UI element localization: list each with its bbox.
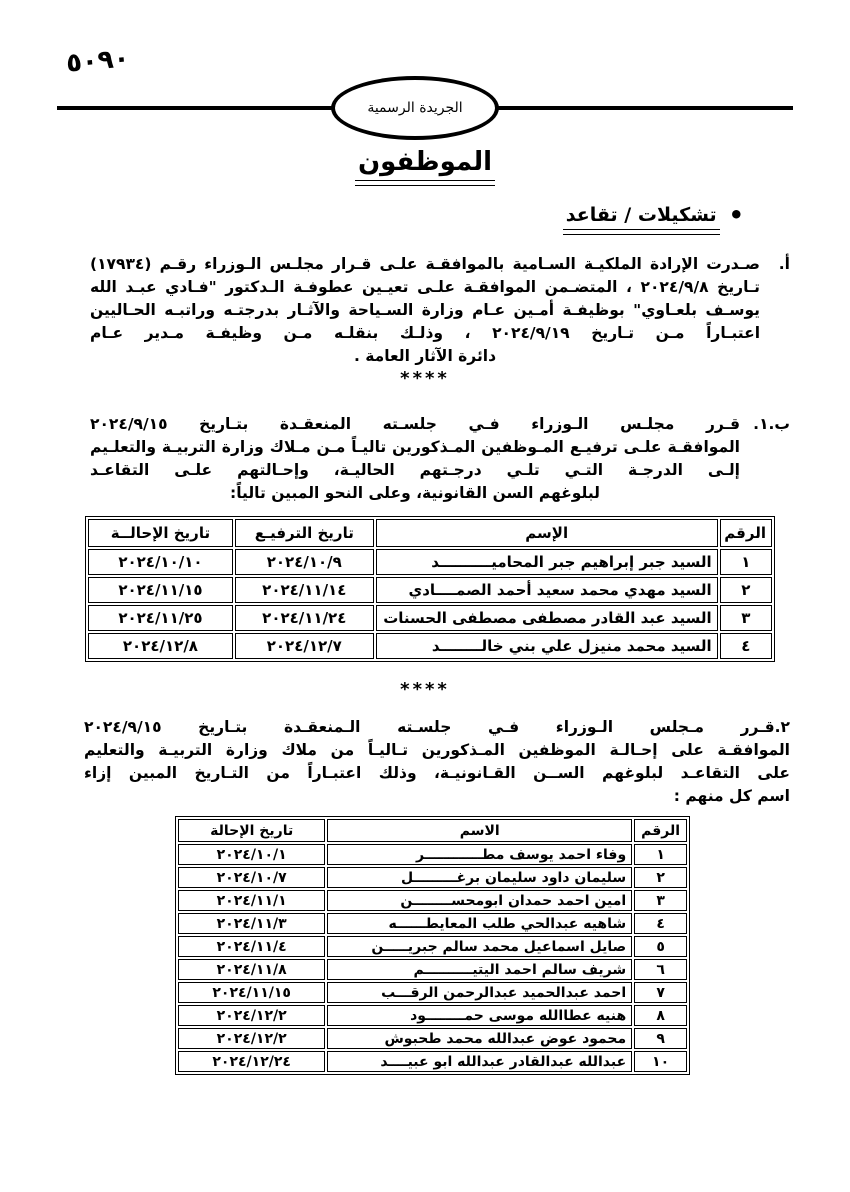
promotions-table [85, 516, 775, 662]
cell-referral-date: ٢٠٢٤/١١/١ [178, 890, 325, 911]
table-row [178, 982, 687, 1003]
gazette-name: الجريدة الرسمية [367, 100, 463, 116]
cell-referral-date: ٢٠٢٤/١١/٢٥ [88, 605, 233, 631]
table-row [178, 913, 687, 934]
cell-number: ٧ [634, 982, 687, 1003]
table-row [178, 867, 687, 888]
cell-name: امين احمد حمدان ابومحســــــــن [327, 890, 632, 911]
paragraph-line: لبلوغهم السن القانونية، وعلى النحو المبين تالياً: [230, 484, 600, 502]
cell-name: احمد عبدالحميد عبدالرحمن الرقـــب [327, 982, 632, 1003]
cell-number: ٤ [720, 633, 772, 659]
asterisk-separator: **** [400, 368, 450, 389]
paragraph-line: إلـى الدرجـة التـي تلـي درجـتهم الحاليـة، وإحـالتهم علـى التقاعـد [90, 461, 740, 479]
cell-referral-date: ٢٠٢٤/١١/١٥ [178, 982, 325, 1003]
cell-number: ١ [634, 844, 687, 865]
page-title-wrap [0, 147, 850, 186]
table-row [178, 959, 687, 980]
table-row [88, 633, 772, 659]
cell-referral-date: ٢٠٢٤/١٠/١٠ [88, 549, 233, 575]
cell-name: صايل اسماعيل محمد سالم جبريـــــن [327, 936, 632, 957]
header-number: الرقم [720, 519, 772, 547]
cell-referral-date: ٢٠٢٤/١١/٤ [178, 936, 325, 957]
cell-referral-date: ٢٠٢٤/١٠/٧ [178, 867, 325, 888]
cell-number: ٥ [634, 936, 687, 957]
cell-referral-date: ٢٠٢٤/١٢/٨ [88, 633, 233, 659]
cell-referral-date: ٢٠٢٤/١٢/٢ [178, 1005, 325, 1026]
gazette-name-oval [331, 76, 499, 140]
cell-promotion-date: ٢٠٢٤/١١/٢٤ [235, 605, 374, 631]
cell-referral-date: ٢٠٢٤/١١/٨ [178, 959, 325, 980]
cell-name: السيد جبر إبراهيم جبر المحاميــــــــــد [376, 549, 718, 575]
cell-name: السيد مهدي محمد سعيد أحمد الصمــــادي [376, 577, 718, 603]
section-heading [563, 201, 744, 235]
table-row [88, 605, 772, 631]
header-referral-date: تاريخ الإحالــة [88, 519, 233, 547]
referrals-table [175, 816, 690, 1075]
header-number: الرقم [634, 819, 687, 842]
header-name: الإسم [376, 519, 718, 547]
table-row [178, 1051, 687, 1072]
paragraph-line: يوسـف بلعـاوي" بوظيفـة أمـين عـام وزارة السـياحة والآثـار بدرجتـه وراتبـه الحـاليين [90, 301, 760, 319]
cell-referral-date: ٢٠٢٤/١١/١٥ [88, 577, 233, 603]
table-row [178, 1005, 687, 1026]
decree-a-marker: أ. [778, 255, 790, 273]
paragraph-line: تـاريخ ٢٠٢٤/٩/٨ ، المتضـمن الموافقـة علـى تعيـين عطوفـة الـدكتور "فـادي عبـد الله [90, 278, 761, 296]
cell-number: ١٠ [634, 1051, 687, 1072]
paragraph-line: الموافقـة علـى ترفيـع المـوظفين المـذكورين تاليـاً مـن مـلاك وزارة التربيـة والتعلـيم [90, 438, 740, 456]
cell-name: عبدالله عبدالقادر عبدالله ابو عبيــــد [327, 1051, 632, 1072]
asterisk-separator: **** [400, 679, 450, 700]
table-row [178, 844, 687, 865]
page-title: الموظفون [355, 147, 495, 181]
promotions-table-body [88, 549, 772, 659]
cell-referral-date: ٢٠٢٤/١٢/٢٤ [178, 1051, 325, 1072]
cell-number: ٢ [634, 867, 687, 888]
cell-name: شريف سالم احمد اليتيــــــــــم [327, 959, 632, 980]
cell-name: السيد محمد منيزل علي بني خالــــــــد [376, 633, 718, 659]
header-promotion-date: تاريخ الترفيـع [235, 519, 374, 547]
cell-number: ٣ [720, 605, 772, 631]
cell-name: سليمان داود سليمان برغـــــــــل [327, 867, 632, 888]
paragraph-line: دائرة الآثار العامة . [353, 347, 497, 365]
section-label: تشكيلات / تقاعد [563, 204, 720, 230]
cell-number: ٤ [634, 913, 687, 934]
cell-name: محمود عوض عبدالله محمد طحبوش [327, 1028, 632, 1049]
cell-number: ٢ [720, 577, 772, 603]
header-referral-date: تاريخ الإحالة [178, 819, 325, 842]
decree-a-text [90, 253, 760, 368]
cell-number: ١ [720, 549, 772, 575]
cell-name: هنيه عطاالله موسى حمــــــــود [327, 1005, 632, 1026]
decision-b1 [90, 413, 790, 505]
header-name: الاسم [327, 819, 632, 842]
cell-promotion-date: ٢٠٢٤/١٢/٧ [235, 633, 374, 659]
table-row [178, 890, 687, 911]
decision-b1-marker: ب.١. [753, 415, 790, 433]
cell-referral-date: ٢٠٢٤/١٢/٢ [178, 1028, 325, 1049]
cell-name: وفاء احمد يوسف مطــــــــــــر [327, 844, 632, 865]
cell-referral-date: ٢٠٢٤/١٠/١ [178, 844, 325, 865]
paragraph-line: اعتبـاراً مـن تـاريخ ٢٠٢٤/٩/١٩ ، وذلـك بنقلـه مـن وظيفـة مـدير عـام [90, 324, 761, 342]
cell-number: ٣ [634, 890, 687, 911]
page-number: ٥٠٩٠ [64, 43, 131, 79]
paragraph-line: على التقاعـد لبلوغهم الســن القـانونيـة، وذلك اعتبـاراً من التـاريخ المبين إزاء [84, 764, 790, 782]
cell-number: ٩ [634, 1028, 687, 1049]
table-row [178, 936, 687, 957]
paragraph-line: ٢.قـرر مـجلس الـوزراء فـي جلسـته الـمنعقـدة بتـاريخ ٢٠٢٤/٩/١٥ [84, 718, 790, 736]
promotions-table-header [88, 519, 772, 547]
table-row [178, 1028, 687, 1049]
cell-name: السيد عبد القادر مصطفى مصطفى الحسنات [376, 605, 718, 631]
table-header-row [178, 819, 687, 842]
decree-a [90, 253, 790, 368]
referrals-table-body [178, 844, 687, 1072]
paragraph-line: الموافقـة على إحـالـة الموظفين المـذكورين تـاليـاً من ملاك وزارة التربيـة والتعليم [84, 741, 790, 759]
table-row [88, 577, 772, 603]
paragraph-line: اسم كل منهم : [673, 787, 790, 805]
bullet-icon: • [728, 201, 744, 229]
cell-number: ٨ [634, 1005, 687, 1026]
cell-name: شاهيه عبدالحي طلب المعايطــــــه [327, 913, 632, 934]
referrals-table-header [178, 819, 687, 842]
paragraph-line: قـرر مجلـس الـوزراء فـي جلسـته المنعقـدة بتـاريخ ٢٠٢٤/٩/١٥ [90, 415, 740, 433]
paragraph-line: صـدرت الإرادة الملكيـة السـامية بالموافقـة علـى قـرار مجلـس الـوزراء رقـم (١٧٩٣٤) [90, 255, 760, 273]
cell-promotion-date: ٢٠٢٤/١٠/٩ [235, 549, 374, 575]
table-header-row [88, 519, 772, 547]
decision-2-text [84, 716, 790, 808]
cell-referral-date: ٢٠٢٤/١١/٣ [178, 913, 325, 934]
decision-b1-text [90, 413, 740, 505]
decision-2 [84, 716, 790, 808]
cell-number: ٦ [634, 959, 687, 980]
table-row [88, 549, 772, 575]
cell-promotion-date: ٢٠٢٤/١١/١٤ [235, 577, 374, 603]
